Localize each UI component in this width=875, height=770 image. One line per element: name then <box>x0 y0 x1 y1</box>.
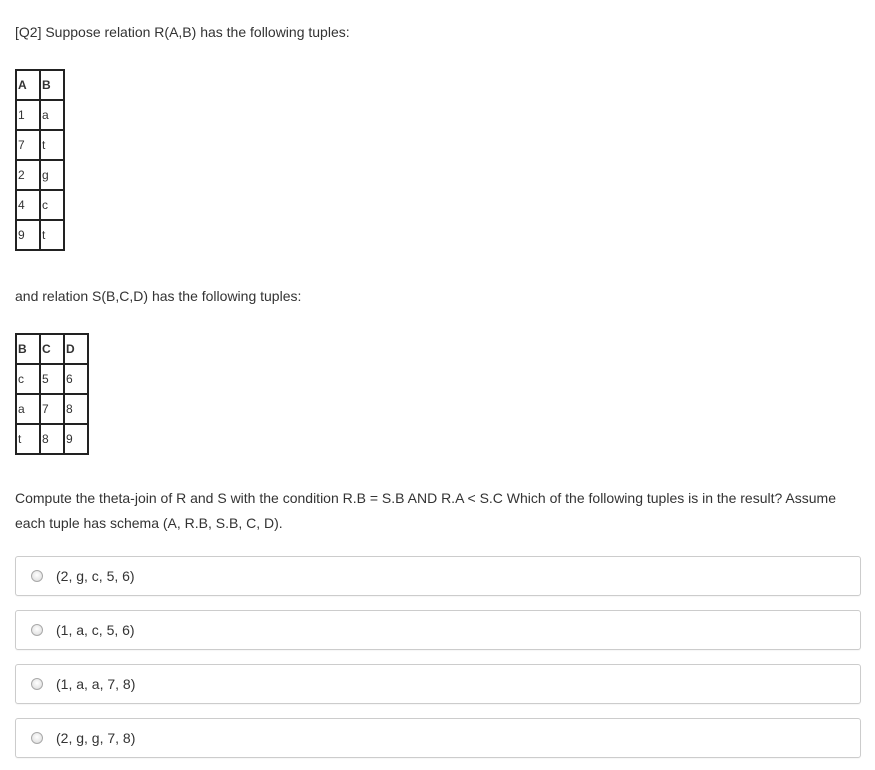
answer-option-4[interactable] <box>15 718 861 758</box>
table-cell: a <box>40 100 64 130</box>
table-row <box>16 394 88 424</box>
answer-option-2[interactable] <box>15 610 861 650</box>
table-cell: a <box>16 394 40 424</box>
column-header-b: B <box>16 334 40 364</box>
table-cell: t <box>16 424 40 454</box>
question-header: [Q2] Suppose relation R(A,B) has the following tuples: <box>15 24 350 40</box>
option-label: (1, a, a, 7, 8) <box>56 676 136 692</box>
question-text: Compute the theta-join of R and S with the condition R.B = S.B AND R.A < S.C Which of the following tuples is in the result? Assume each tuple has schema (A, R.B, S.B, C, D). <box>15 490 836 531</box>
table-row <box>16 364 88 394</box>
option-label: (1, a, c, 5, 6) <box>56 622 135 638</box>
table-header-row <box>16 70 64 100</box>
table-cell: g <box>40 160 64 190</box>
radio-button-icon[interactable] <box>31 624 43 636</box>
table-cell: c <box>40 190 64 220</box>
radio-button-icon[interactable] <box>31 678 43 690</box>
table-cell: 7 <box>40 394 64 424</box>
table-cell: t <box>40 220 64 250</box>
radio-button-icon[interactable] <box>31 570 43 582</box>
table-row <box>16 160 64 190</box>
option-label: (2, g, c, 5, 6) <box>56 568 135 584</box>
table-row <box>16 130 64 160</box>
table-header-row <box>16 334 88 364</box>
relation-r-table <box>15 69 65 251</box>
radio-button-icon[interactable] <box>31 732 43 744</box>
table-cell: 4 <box>16 190 40 220</box>
column-header-a: A <box>16 70 40 100</box>
table-cell: 5 <box>40 364 64 394</box>
table-cell: 2 <box>16 160 40 190</box>
table-row <box>16 220 64 250</box>
column-header-d: D <box>64 334 88 364</box>
column-header-b: B <box>40 70 64 100</box>
table-cell: 1 <box>16 100 40 130</box>
option-label: (2, g, g, 7, 8) <box>56 730 136 746</box>
column-header-c: C <box>40 334 64 364</box>
table-row <box>16 424 88 454</box>
table-cell: 6 <box>64 364 88 394</box>
table-row <box>16 190 64 220</box>
table-cell: 9 <box>16 220 40 250</box>
table-cell: t <box>40 130 64 160</box>
relation-s-table <box>15 333 89 455</box>
table-cell: 9 <box>64 424 88 454</box>
table-cell: 8 <box>64 394 88 424</box>
answer-option-3[interactable] <box>15 664 861 704</box>
relation-s-intro: and relation S(B,C,D) has the following tuples: <box>15 288 302 304</box>
answer-option-1[interactable] <box>15 556 861 596</box>
table-cell: 8 <box>40 424 64 454</box>
table-cell: 7 <box>16 130 40 160</box>
table-cell: c <box>16 364 40 394</box>
table-row <box>16 100 64 130</box>
